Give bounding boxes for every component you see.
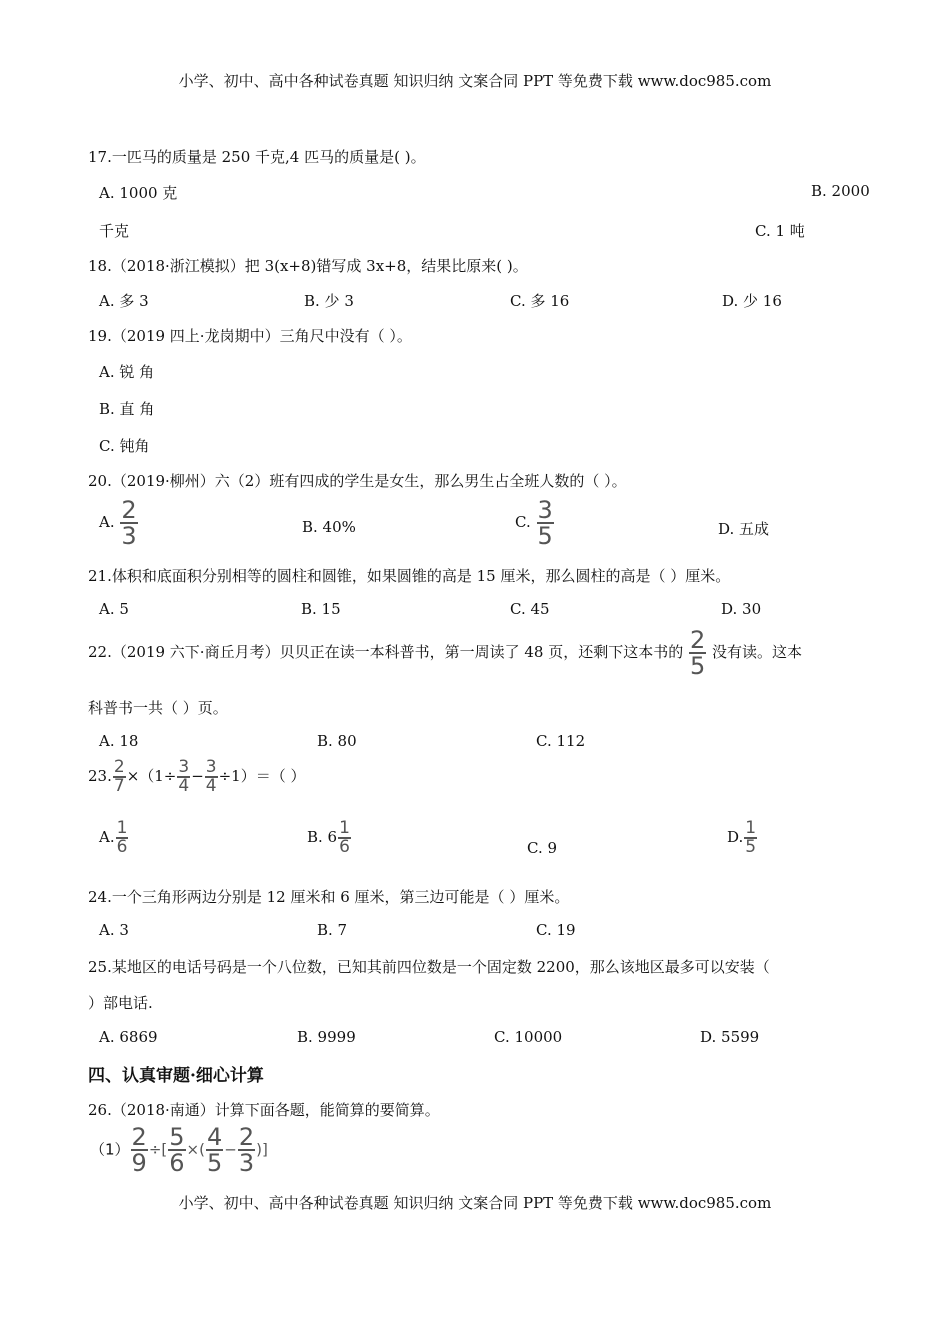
- fraction-denominator: 3: [238, 1149, 255, 1177]
- q23-option-a: [99, 820, 129, 856]
- q21-option-a: A. 5: [99, 600, 129, 618]
- question-21-stem: 21.体积和底面积分别相等的圆柱和圆锥，如果圆锥的高是 15 厘米，那么圆柱的高是（ ）厘米。: [88, 567, 731, 585]
- q25-option-b: B. 9999: [297, 1028, 356, 1046]
- question-25-stem-line2: ）部电话.: [88, 994, 153, 1012]
- q20-option-c-fraction: [537, 498, 554, 548]
- q26-fraction-2: [168, 1125, 185, 1175]
- q24-option-a: A. 3: [99, 921, 129, 939]
- q25-option-d: D. 5599: [700, 1028, 760, 1046]
- q23-op-1: ×（1÷: [126, 767, 177, 785]
- q23-fraction-2: [177, 759, 190, 795]
- q23-option-d: [727, 820, 758, 856]
- q18-option-c: C. 多 16: [510, 292, 570, 310]
- q23-option-b-fraction: [338, 820, 351, 856]
- fraction-numerator: 3: [205, 757, 217, 777]
- fraction-numerator: 1: [116, 818, 128, 838]
- q20-option-a-fraction: [120, 498, 137, 548]
- question-18-stem: 18.（2018·浙江模拟）把 3(x+8)错写成 3x+8，结果比原来( )。: [88, 257, 528, 275]
- fraction-numerator: 2: [121, 496, 137, 524]
- fraction-numerator: 2: [689, 626, 706, 654]
- q18-option-b: B. 少 3: [304, 292, 354, 310]
- fraction-denominator: 5: [689, 652, 706, 680]
- question-22-stem: [88, 628, 802, 678]
- q17-option-b-continued: 千克: [99, 222, 130, 240]
- q26-fraction-3: [206, 1125, 223, 1175]
- question-20-stem: 20.（2019·柳州）六（2）班有四成的学生是女生，那么男生占全班人数的（ ）。: [88, 472, 627, 490]
- q23-minus: −: [191, 767, 204, 785]
- q22-fraction: [689, 628, 706, 678]
- question-17-stem: 17.一匹马的质量是 250 千克,4 匹马的质量是( )。: [88, 148, 426, 166]
- q20-option-b: B. 40%: [302, 518, 356, 536]
- q19-option-c: C. 钝角: [99, 437, 150, 455]
- q25-option-c: C. 10000: [494, 1028, 563, 1046]
- q23-prefix: 23.: [88, 767, 112, 785]
- q23-option-d-fraction: [744, 820, 757, 856]
- q23-op-2: ÷1）＝（ ）: [218, 767, 306, 785]
- fraction-denominator: 9: [131, 1149, 147, 1177]
- q19-option-b: B. 直 角: [99, 400, 155, 418]
- q17-option-b: B. 2000: [811, 182, 870, 200]
- q23-option-a-label: A.: [99, 828, 115, 846]
- fraction-numerator: 3: [537, 496, 553, 524]
- fraction-numerator: 2: [113, 757, 125, 777]
- q20-option-a-label: A.: [99, 513, 115, 531]
- q26-expression-label: （1）: [90, 1140, 130, 1159]
- fraction-denominator: 7: [113, 776, 125, 796]
- q23-fraction-3: [205, 759, 218, 795]
- q23-option-d-label: D.: [727, 828, 744, 846]
- q22-option-b: B. 80: [317, 732, 357, 750]
- question-26-stem: 26.（2018·南通）计算下面各题，能简算的要简算。: [88, 1101, 440, 1119]
- q21-option-b: B. 15: [301, 600, 341, 618]
- q26-fraction-4: [238, 1125, 255, 1175]
- q25-option-a: A. 6869: [99, 1028, 158, 1046]
- fraction-numerator: 1: [745, 818, 757, 838]
- section-4-heading: 四、认真审题·细心计算: [88, 1066, 264, 1086]
- fraction-denominator: 6: [116, 837, 128, 857]
- fraction-denominator: 6: [169, 1149, 185, 1177]
- fraction-denominator: 5: [745, 837, 757, 857]
- q22-stem-post: 没有读。这本: [712, 643, 803, 661]
- q26-op-4: )]: [256, 1140, 268, 1159]
- q20-option-d: D. 五成: [718, 520, 770, 538]
- question-23-stem: [88, 759, 306, 795]
- q20-option-a: [99, 498, 139, 548]
- fraction-denominator: 5: [206, 1149, 223, 1177]
- q26-op-3: −: [224, 1140, 237, 1159]
- fraction-denominator: 3: [121, 522, 137, 550]
- fraction-numerator: 4: [206, 1123, 223, 1151]
- fraction-numerator: 2: [131, 1123, 147, 1151]
- page-header: 小学、初中、高中各种试卷真题 知识归纳 文案合同 PPT 等免费下载 www.doc985.com: [178, 72, 772, 90]
- q19-option-a: A. 锐 角: [99, 363, 155, 381]
- q26-fraction-1: [131, 1125, 148, 1175]
- q24-option-b: B. 7: [317, 921, 348, 939]
- q22-option-a: A. 18: [99, 732, 139, 750]
- q21-option-c: C. 45: [510, 600, 550, 618]
- question-24-stem: 24.一个三角形两边分别是 12 厘米和 6 厘米，第三边可能是（ ）厘米。: [88, 888, 570, 906]
- fraction-denominator: 4: [178, 776, 190, 796]
- question-22-stem-line2: 科普书一共（ ）页。: [88, 699, 228, 717]
- q22-stem-pre: 22.（2019 六下·商丘月考）贝贝正在读一本科普书，第一周读了 48 页，还剩下这本书的: [88, 643, 684, 661]
- q17-option-c: C. 1 吨: [755, 222, 805, 240]
- question-25-stem: 25.某地区的电话号码是一个八位数，已知其前四位数是一个固定数 2200，那么该地区最多可以安装（: [88, 958, 770, 976]
- q23-option-a-fraction: [116, 820, 129, 856]
- q20-option-c-label: C.: [515, 513, 531, 531]
- q18-option-a: A. 多 3: [99, 292, 149, 310]
- q26-expression-1: [90, 1125, 268, 1175]
- page-footer: 小学、初中、高中各种试卷真题 知识归纳 文案合同 PPT 等免费下载 www.doc985.com: [178, 1194, 772, 1212]
- q20-option-c: [515, 498, 555, 548]
- fraction-numerator: 2: [238, 1123, 255, 1151]
- q23-fraction-1: [113, 759, 126, 795]
- q23-option-c: C. 9: [527, 839, 558, 857]
- q21-option-d: D. 30: [721, 600, 762, 618]
- q23-option-b-label: B. 6: [307, 828, 338, 846]
- question-19-stem: 19.（2019 四上·龙岗期中）三角尺中没有（ ）。: [88, 327, 412, 345]
- q26-op-2: ×(: [186, 1140, 205, 1159]
- q24-option-c: C. 19: [536, 921, 576, 939]
- fraction-numerator: 3: [178, 757, 190, 777]
- fraction-numerator: 5: [169, 1123, 185, 1151]
- q22-option-c: C. 112: [536, 732, 586, 750]
- q18-option-d: D. 少 16: [722, 292, 782, 310]
- fraction-numerator: 1: [339, 818, 350, 838]
- q17-option-a: A. 1000 克: [99, 184, 178, 202]
- q26-op-1: ÷[: [148, 1140, 168, 1159]
- fraction-denominator: 4: [205, 776, 217, 796]
- fraction-denominator: 6: [339, 837, 350, 857]
- q23-option-b: [307, 820, 352, 856]
- fraction-denominator: 5: [537, 522, 553, 550]
